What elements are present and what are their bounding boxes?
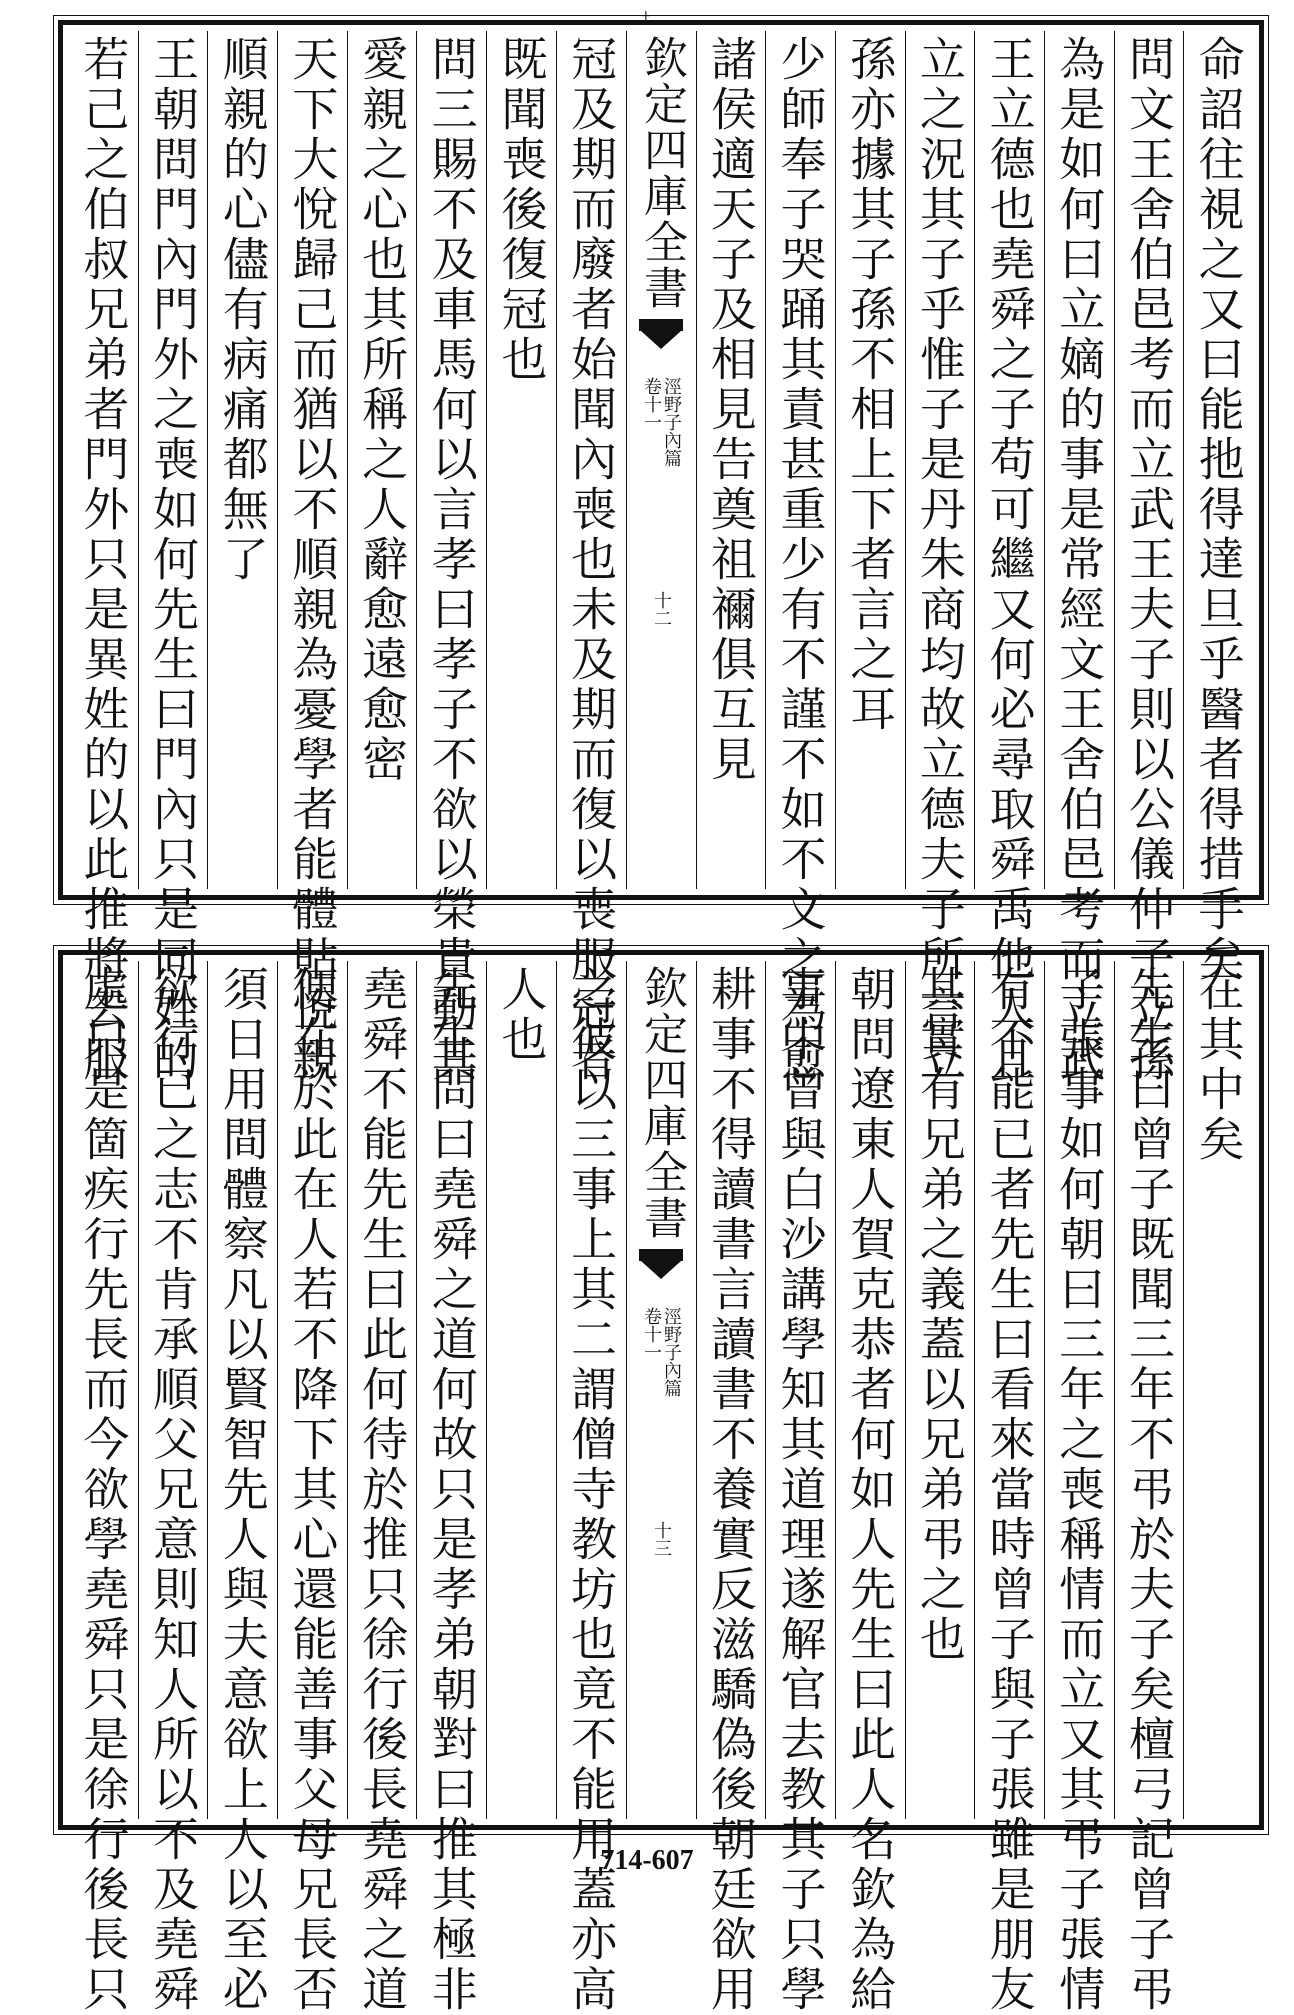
text-column <box>138 961 208 2015</box>
text-column <box>905 961 975 1819</box>
column-text: 先生曰曾子既聞三年不弔於夫子矣檀弓記曾子弔 <box>1121 965 1176 2015</box>
text-column <box>486 31 556 889</box>
text-column <box>974 31 1044 1085</box>
text-column <box>556 31 626 1085</box>
gutter-subinfo <box>642 1307 680 1397</box>
gutter-subinfo <box>642 377 680 467</box>
text-column <box>835 31 905 889</box>
juan-number: 卷十一 <box>641 1307 662 1361</box>
column-text: 有不能已者先生曰看來當時曾子與子張雖是朋友 <box>982 965 1037 2015</box>
column-text: 須日用間體察凡以賢智先人與夫意欲上人以至必 <box>215 965 270 2015</box>
column-text: 既聞喪後復冠也 <box>494 35 549 385</box>
text-column <box>277 961 347 2015</box>
column-text: 堯舜不能先生曰此何待於推只徐行後長堯舜之道 <box>355 965 410 2015</box>
text-column <box>347 31 417 889</box>
book-subtitle: 涇野子內篇 <box>661 1307 682 1397</box>
column-text: 人也 <box>494 965 549 1065</box>
column-text: 朝問遼東人賀克恭者何如人先生曰此人名欽為給 <box>843 965 898 2015</box>
folio-number: 十三 <box>651 1521 672 1557</box>
text-column <box>1044 31 1114 1085</box>
page-number: 714-607 <box>600 1845 694 1876</box>
column-text: 子張事如何朝曰三年之喪稱情而立又其弔子張情 <box>1052 965 1107 2015</box>
book-subtitle: 涇野子內篇 <box>661 377 682 467</box>
column-text: 王立德也堯舜之子苟可繼又何必尋取舜禹他人且 <box>982 35 1037 1085</box>
text-column <box>696 961 766 2015</box>
fish-tail-mark-icon <box>639 1249 683 1293</box>
column-text: 愛親之心也其所稱之人辭愈遠愈密 <box>355 35 410 785</box>
text-column <box>207 31 277 889</box>
column-text: 諸侯適天子及相見告奠祖禰俱互見 <box>703 35 758 785</box>
text-column <box>347 961 417 2015</box>
text-column <box>905 31 975 1085</box>
series-title: 欽定四庫全書 <box>636 35 687 311</box>
series-title: 欽定四庫全書 <box>636 965 687 1241</box>
text-column <box>835 961 905 2015</box>
column-text: 便在於此在人若不降下其心還能善事父母兄長否 <box>285 965 340 2015</box>
text-column <box>1044 961 1114 2015</box>
column-text: 事中曾與白沙講學知其道理遂解官去教其子只學 <box>773 965 828 2015</box>
column-text: 欲行已之志不肯承順父兄意則知人所以不及堯舜 <box>146 965 201 2015</box>
center-gutter <box>626 961 696 1819</box>
text-column <box>556 961 626 2015</box>
column-text: 處只是箇疾行先長而今欲學堯舜只是徐行後長只 <box>76 965 131 2015</box>
column-text: 問文王舍伯邑考而立武王夫子則以公儀仲子立孫 <box>1121 35 1176 1085</box>
column-text: 其實有兄弟之義蓋以兄弟弔之也 <box>912 965 967 1665</box>
text-column <box>974 961 1044 2015</box>
text-column <box>1114 961 1184 2015</box>
top-margin-mark: + <box>640 8 652 24</box>
column-text: 之彼以三事上其二謂僧寺教坊也竟不能用蓋亦高 <box>564 965 619 2015</box>
text-column <box>416 31 486 1085</box>
column-text: 若己之伯叔兄弟者門外只是異姓的以此推將去服 <box>76 35 131 1085</box>
text-column <box>207 961 277 2015</box>
column-text: 孫亦據其子孫不相上下者言之耳 <box>843 35 898 735</box>
column-text: 問三賜不及車馬何以言孝曰孝子不欲以榮貴動其 <box>424 35 479 1085</box>
column-text: 順親的心儘有病痛都無了 <box>215 35 270 585</box>
text-column <box>69 961 138 2015</box>
column-text: 少師奉子哭踊其責甚重少有不謹不如不文之為愈 <box>773 35 828 1085</box>
column-text: 天下大悅歸己而猶以不順親為憂學者能體貼悅親 <box>285 35 340 1085</box>
column-text: 王朝問門內門外之喪如何先生曰門內只是同姓的 <box>146 35 201 1085</box>
center-gutter <box>626 31 696 889</box>
text-column <box>486 961 556 1819</box>
column-text: 在其中矣 <box>1191 965 1246 1165</box>
text-column <box>1183 31 1253 985</box>
text-column <box>696 31 766 889</box>
column-text: 為是如何曰立嫡的事是常經文王舍伯邑考而立武 <box>1052 35 1107 1085</box>
column-text: 耕事不得讀書言讀書不養實反滋驕偽後朝廷欲用 <box>703 965 758 2015</box>
column-text: 立之況其子乎惟子是丹朱商均故立德夫子所言立 <box>912 35 967 1085</box>
text-column <box>1183 961 1253 1819</box>
text-column <box>765 961 835 2015</box>
column-text: 冠及期而廢者始聞內喪也未及期而復以喪服冠者 <box>564 35 619 1085</box>
folio-number: 十二 <box>651 591 672 627</box>
text-column <box>138 31 208 1085</box>
text-column <box>1114 31 1184 1085</box>
text-column <box>416 961 486 2015</box>
text-column <box>69 31 138 1085</box>
text-column <box>765 31 835 1085</box>
juan-number: 卷十一 <box>641 377 662 431</box>
fish-tail-mark-icon <box>639 319 683 363</box>
text-column <box>277 31 347 1085</box>
column-text: 命詔往視之又曰能扡得達旦乎醫者得措手矣 <box>1191 35 1246 985</box>
column-text: 先生問曰堯舜之道何故只是孝弟朝對曰推其極非 <box>424 965 479 2015</box>
